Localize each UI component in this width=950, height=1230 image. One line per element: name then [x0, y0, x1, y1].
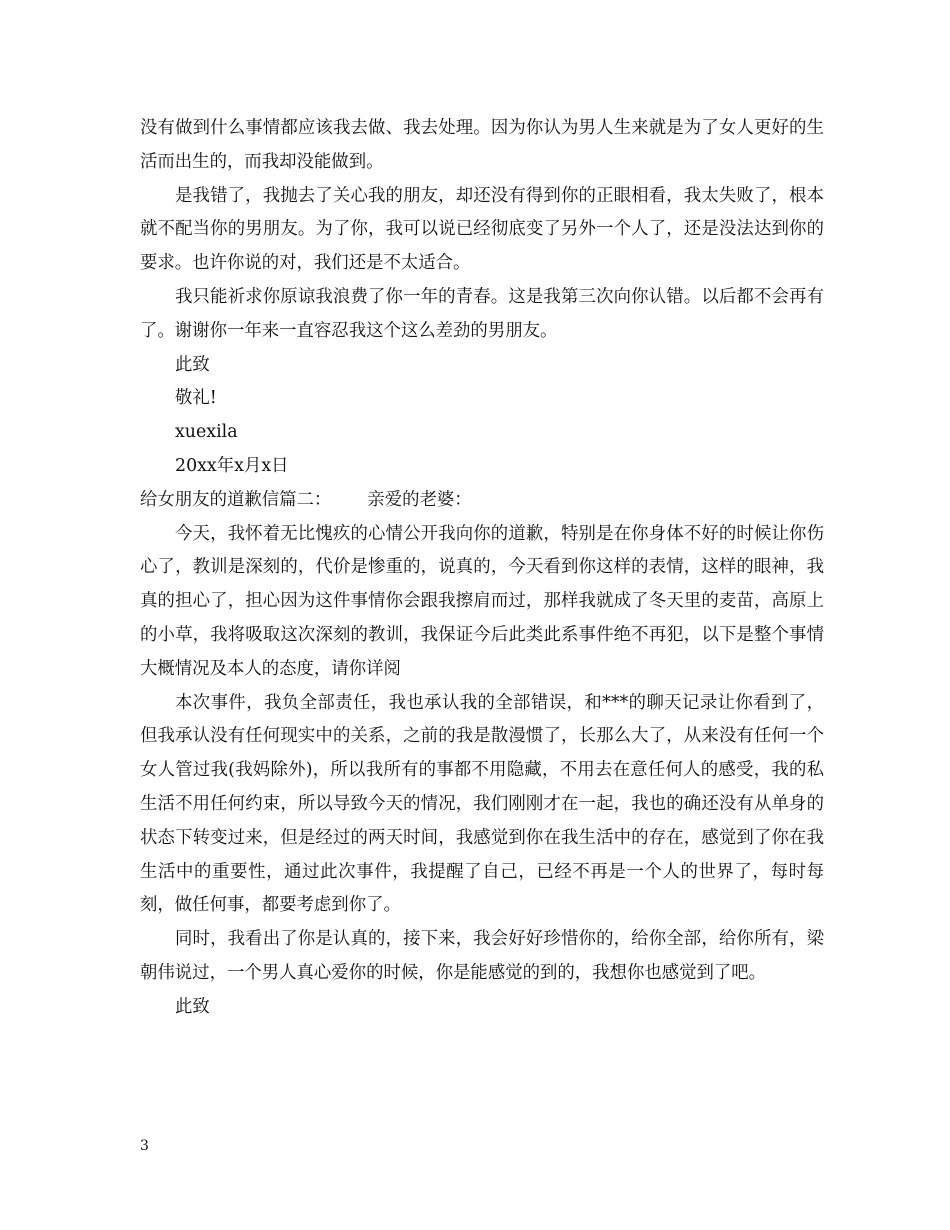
section-heading-line	[140, 484, 824, 518]
salutation: 亲爱的老婆：	[367, 489, 472, 510]
paragraph-continuation: 没有做到什么事情都应该我去做、我去处理。因为你认为男人生来就是为了女人更好的生活而出生的，而我却没能做到。	[140, 118, 824, 172]
paragraph-2-promise: 同时，我看出了你是认真的，接下来，我会好好珍惜你的，给你全部，给你所有，梁朝伟说过，一个男人真心爱你的时候，你是能感觉的到的，我想你也感觉到了吧。	[140, 929, 824, 983]
page-number: 3	[140, 1138, 149, 1154]
closing-regards: 敬礼!	[175, 388, 217, 409]
section-title: 给女朋友的道歉信篇二：	[140, 489, 332, 510]
closing-greeting-2: 此致	[175, 996, 210, 1017]
signature: xuexila	[175, 422, 238, 443]
letter-date: 20xx年x月x日	[175, 455, 289, 476]
paragraph-2-incident: 本次事件，我负全部责任，我也承认我的全部错误，和***的聊天记录让你看到了，但我承认没有任何现实中的关系，之前的我是散漫惯了，长那么大了，从来没有任何一个女人管过我(我妈除外)，所以我所有的事都不用隐藏，不用去在意任何人的感受，我的私生活不用任何约束，所以导致今天的情况，我们刚刚才在一起，我也的确还没有从单身的状态下转变过来，但是经过的两天时间，我感觉到你在我生活中的存在，感觉到了你在我生活中的重要性，通过此次事件，我提醒了自己，已经不再是一个人的世界了，每时每刻，做任何事，都要考虑到你了。	[140, 692, 824, 916]
paragraph-plea: 我只能祈求你原谅我浪费了你一年的青春。这是我第三次向你认错。以后都不会再有了。谢谢你一年来一直容忍我这个这么差劲的男朋友。	[140, 286, 824, 341]
document-body	[140, 112, 824, 1025]
closing-greeting: 此致	[175, 354, 210, 375]
paragraph-apology: 是我错了，我抛去了关心我的朋友，却还没有得到你的正眼相看，我太失败了，根本就不配当你的男朋友。为了你，我可以说已经彻底变了另外一个人了，还是没法达到你的要求。也许你说的对，我们还是不太适合。	[140, 185, 824, 274]
paragraph-2-intro: 今天，我怀着无比愧疚的心情公开我向你的道歉，特别是在你身体不好的时候让你伤心了，教训是深刻的，代价是惨重的，说真的，今天看到你这样的表情，这样的眼神，我真的担心了，担心因为这件事情你会跟我擦肩而过，那样我就成了冬天里的麦苗，高原上的小草，我将吸取这次深刻的教训，我保证今后此类此系事件绝不再犯，以下是整个事情大概情况及本人的态度，请你详阅	[140, 523, 824, 679]
